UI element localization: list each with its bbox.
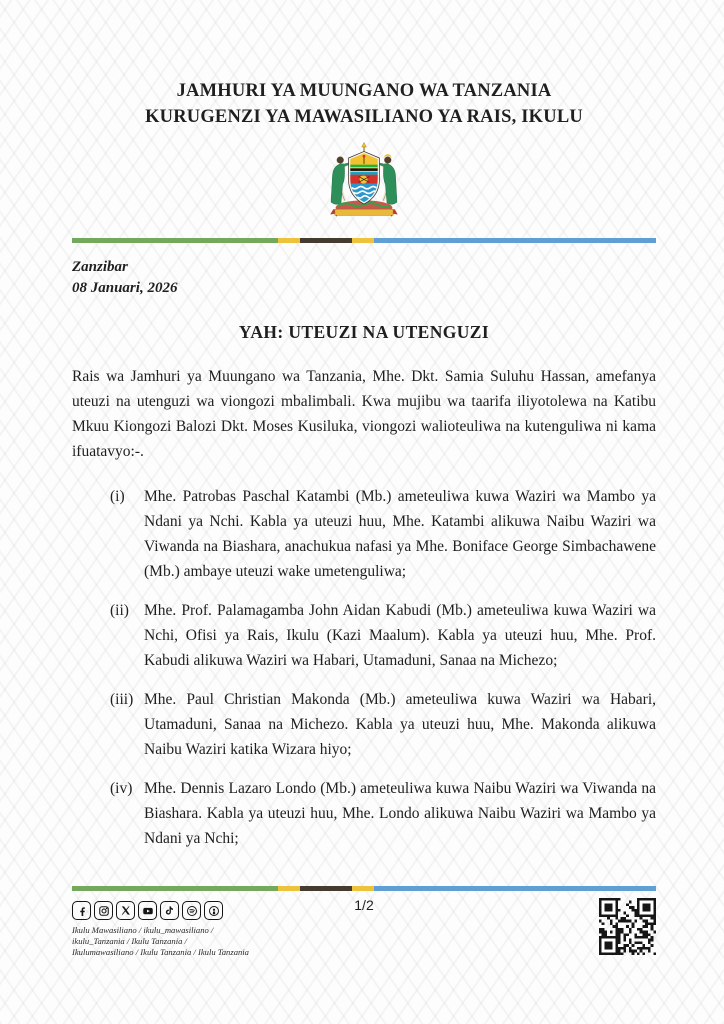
tiktok-icon[interactable] [160,901,179,920]
footer-left [72,895,354,958]
item-text: Mhe. Patrobas Paschal Katambi (Mb.) ameteuliwa kuwa Waziri wa Mambo ya Ndani ya Nchi. Kabla ya uteuzi huu, Mhe. Katambi alikuwa Naibu Waziri wa Viwanda na Biashara, anachukua nafasi ya Mhe. Boniface George Simbachawene (Mb.) ambaye uteuzi wake umetenguliwa; [144,487,656,580]
divider-segment-yellow [278,886,300,891]
facebook-icon[interactable] [72,901,91,920]
divider-segment-blue [374,886,655,891]
podcast-icon[interactable] [204,901,223,920]
social-handles-line2: ikulu_Tanzania / Ikulu Tanzania / [72,936,187,946]
subject-title: YAH: UTEUZI NA UTENGUZI [238,321,490,342]
qr-code [599,898,656,955]
social-handles [72,925,257,958]
appointment-item [110,598,656,673]
appointment-item [110,484,656,584]
item-text: Mhe. Dennis Lazaro Londo (Mb.) ameteuliwa kuwa Naibu Waziri wa Viwanda na Biashara. Kabla ya uteuzi huu, Mhe. Londo alikuwa Naibu Waziri wa Mambo ya Ndani ya Nchi; [144,779,656,847]
social-handles-line1: Ikulu Mawasiliano / ikulu_mawasiliano / [72,925,214,935]
letter-meta [72,257,656,299]
divider-segment-yellow [352,886,374,891]
item-text: Mhe. Paul Christian Makonda (Mb.) ameteuliwa kuwa Waziri wa Habari, Utamaduni, Sanaa na Michezo. Kabla ya uteuzi huu, Mhe. Makonda alikuwa Naibu Waziri katika Wizara hiyo; [144,690,656,758]
appointment-item [110,687,656,762]
divider-segment-green [72,238,278,243]
divider-segment-yellow [352,238,374,243]
date-line: 08 Januari, 2026 [72,279,178,296]
org-name-line1: JAMHURI YA MUUNGANO WA TANZANIA [176,81,552,101]
divider-segment-dark [300,238,352,243]
item-numeral: (iii) [110,690,134,708]
intro-paragraph: Rais wa Jamhuri ya Muungano wa Tanzania, Mhe. Dkt. Samia Suluhu Hassan, amefanya uteuzi na utenguzi wa viongozi mbalimbali. Kwa mujibu wa taarifa iliyotolewa na Katibu Mkuu Kiongozi Balozi Dkt. Moses Kusiluka, viongozi walioteuliwa na kutenguliwa ni kama ifuatavyo:-. [72,367,656,460]
appointments-list [72,484,656,851]
page-footer [72,886,656,958]
item-numeral: (iv) [110,779,133,797]
x-icon[interactable] [116,901,135,920]
item-numeral: (ii) [110,601,129,619]
divider-top [72,238,656,243]
page-number: 1/2 [354,897,374,913]
divider-bottom [72,886,656,891]
coat-of-arms-wrapper [72,138,656,227]
org-name-line2: KURUGENZI YA MAWASILIANO YA RAIS, IKULU [145,107,583,128]
divider-segment-yellow [278,238,300,243]
item-numeral: (i) [110,487,125,505]
social-handles-line3: Ikulumawasiliano / Ikulu Tanzania / Ikulu Tanzania [72,947,249,957]
divider-segment-green [72,886,278,891]
place-line: Zanzibar [72,258,128,275]
spotify-icon[interactable] [182,901,201,920]
tanzania-coat-of-arms-icon [318,138,410,222]
social-icons [72,901,354,920]
divider-segment-blue [374,238,655,243]
instagram-icon[interactable] [94,901,113,920]
divider-segment-dark [300,886,352,891]
item-text: Mhe. Prof. Palamagamba John Aidan Kabudi (Mb.) ameteuliwa kuwa Waziri wa Nchi, Ofisi ya Rais, Ikulu (Kazi Maalum). Kabla ya uteuzi huu, Mhe. Prof. Kabudi alikuwa Waziri wa Habari, Utamaduni, Sanaa na Michezo; [144,601,656,669]
youtube-icon[interactable] [138,901,157,920]
appointment-item [110,776,656,851]
